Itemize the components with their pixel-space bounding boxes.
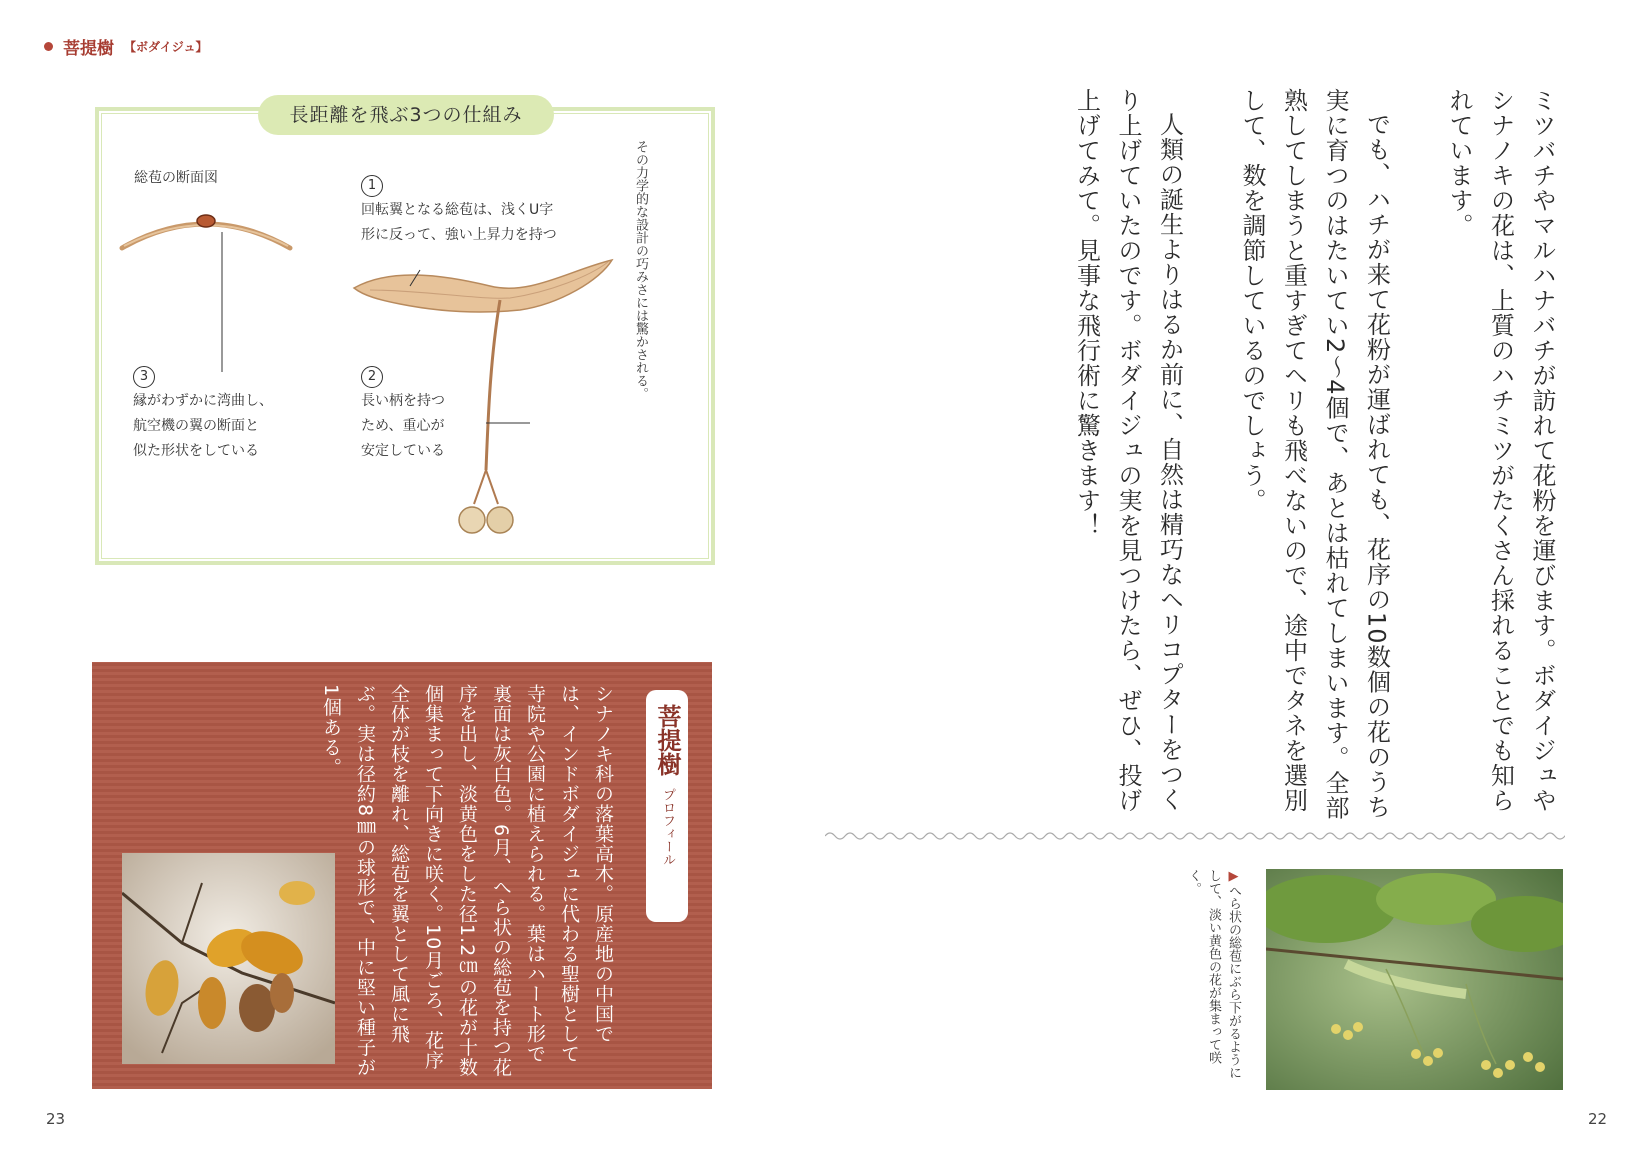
photo-caption <box>1183 869 1243 1089</box>
item-3-line-1: 縁がわずかに湾曲し、 <box>133 393 273 409</box>
caption-arrow-icon: ▶ <box>1226 869 1241 884</box>
item-1-line-2: 形に反って、強い上昇力を持つ <box>361 227 557 243</box>
profile-name: 菩提樹 <box>653 704 681 776</box>
body-text <box>1072 88 1562 828</box>
cross-section-illustration <box>118 200 298 380</box>
item-3-line-2: 航空機の翼の断面と <box>133 418 259 434</box>
header-title: 菩提樹 <box>63 39 114 59</box>
item-2-line-1: 長い柄を持つ <box>361 393 445 409</box>
profile-text: シナノキ科の落葉高木。原産地の中国では、インドボダイジュに代わる聖樹として寺院や公園に植えられる。葉はハート形で裏面は灰白色。6月、へら状の総苞を持つ花序を出し、淡黄色をした径1.2㎝の花が十数個集まって下向きに咲く。10月ごろ、花序全体が枝を離れ、総苞を翼として風に飛ぶ。実は径約8㎜の球形で、中に堅い種子が1個ある。 <box>320 684 614 1078</box>
diagram-title: 長距離を飛ぶ3つの仕組み <box>258 95 554 135</box>
item-number-1: 1 <box>361 175 383 197</box>
wave-divider <box>825 830 1565 842</box>
body-paragraph-1: ミツバチやマルハナバチが訪れて花粉を運びます。ボダイジュやシナノキの花は、上質のハチミツがたくさん採れることでも知られています。 <box>1445 88 1556 813</box>
page-number-left: 23 <box>46 1110 66 1128</box>
body-paragraph-3: 人類の誕生よりはるか前に、自然は精巧なヘリコプターをつくり上げていたのです。ボダイジュの実を見つけたら、ぜひ、投げ上げてみて。見事な飛行術に驚きます！ <box>1072 88 1184 813</box>
item-number-2: 2 <box>361 366 383 388</box>
linden-flowers-photo <box>1266 869 1563 1090</box>
item-number-3: 3 <box>133 366 155 388</box>
page-number-right: 22 <box>1588 1110 1608 1128</box>
profile-name-tag <box>646 690 688 922</box>
diagram-vertical-note: その力学的な設計の巧みさには驚かされる。 <box>633 140 648 400</box>
diagram-item-1 <box>361 173 557 248</box>
item-2-line-3: 安定している <box>361 443 445 459</box>
item-3-line-3: 似た形状をしている <box>133 443 259 459</box>
diagram-item-3 <box>133 364 273 464</box>
item-1-line-1: 回転翼となる総苞は、浅くU字 <box>361 202 554 218</box>
running-header <box>44 34 208 59</box>
linden-seed-illustration <box>350 240 620 550</box>
body-paragraph-2: でも、ハチが来て花粉が運ばれても、花序の10数個の花のうち実に育つのはたいてい2〜4個で、あとは枯れてしまいます。全部熟してしまうと重すぎてヘリも飛べないので、途中でタネを選別して、数を調節しているのでしょう。 <box>1238 88 1391 821</box>
header-subtitle: 【ボダイジュ】 <box>124 40 208 54</box>
item-2-line-2: ため、重心が <box>361 418 445 434</box>
cross-section-label: 総苞の断面図 <box>134 170 218 186</box>
profile-label: プロフィール <box>660 788 675 866</box>
caption-text: へら状の総苞にぶら下がるようにして、淡い黄色の花が集まって咲く。 <box>1186 869 1241 1079</box>
autumn-leaves-photo <box>122 853 335 1064</box>
bullet-dot-icon <box>44 42 53 51</box>
